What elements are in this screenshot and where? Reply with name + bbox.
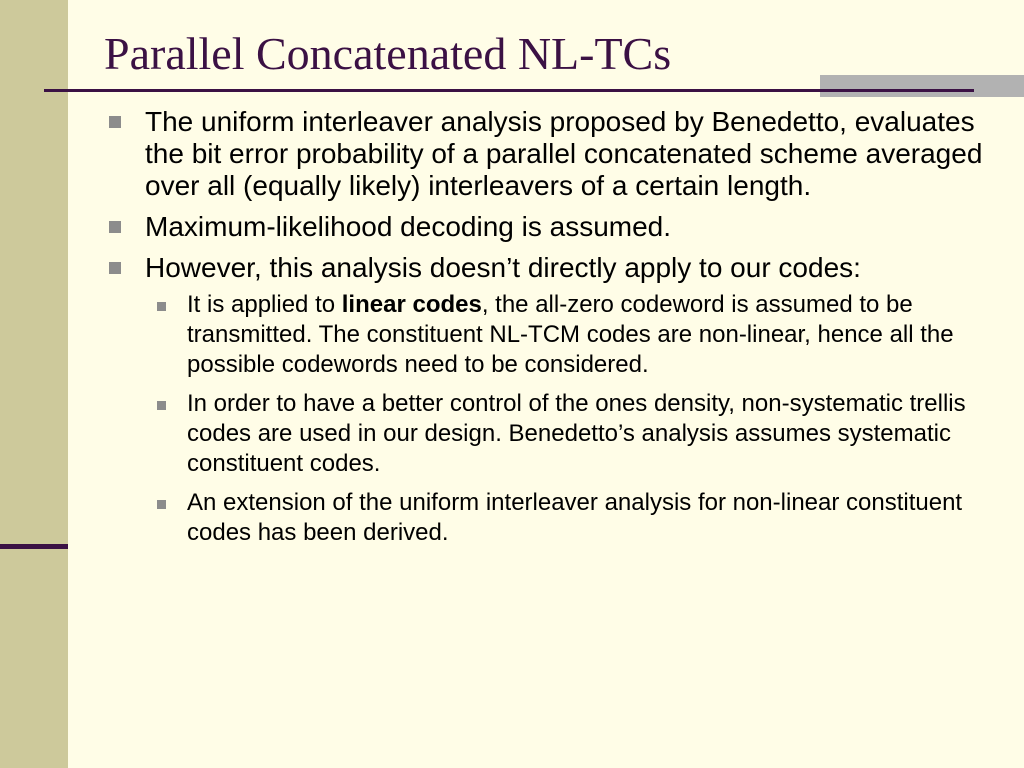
- bullet-text: The uniform interleaver analysis proposed by Benedetto, evaluates the bit error probability of a parallel concatenated scheme averaged over all (equally likely) interleavers of a certain length.: [145, 106, 983, 201]
- sub-bullet-text-start: It is applied to: [187, 291, 342, 318]
- bullet-text: Maximum-likelihood decoding is assumed.: [145, 211, 672, 242]
- slide-title: Parallel Concatenated NL-TCs: [104, 28, 672, 79]
- sub-bullet-bold-term: linear codes: [341, 291, 482, 318]
- square-bullet-icon: [157, 500, 166, 509]
- sub-bullet-text: In order to have a better control of the ones density, non-systematic trellis codes are used in our design. Benedetto’s analysis assumes systematic constituent codes.: [187, 390, 966, 477]
- square-bullet-icon: [109, 116, 121, 128]
- bullet-item: [104, 211, 984, 243]
- square-bullet-icon: [157, 302, 166, 311]
- sub-bullet-list: [145, 290, 984, 548]
- sub-bullet-text: An extension of the uniform interleaver analysis for non-linear constituent codes has been derived.: [187, 489, 963, 546]
- bullet-item: [104, 106, 984, 202]
- sub-bullet-item: [145, 488, 984, 548]
- bullet-text: However, this analysis doesn’t directly apply to our codes:: [145, 252, 861, 283]
- square-bullet-icon: [109, 262, 121, 274]
- square-bullet-icon: [157, 401, 166, 410]
- gray-decorative-block: [820, 75, 1024, 97]
- bullet-item: [104, 252, 984, 548]
- sub-bullet-text-end: , the all-zero codeword is assumed to be transmitted. The constituent NL-TCM codes are non-linear, hence all the possible codewords need to be considered.: [187, 291, 954, 378]
- bullet-list: [104, 106, 984, 548]
- left-decorative-band: [0, 0, 68, 768]
- sub-bullet-item: [145, 389, 984, 479]
- square-bullet-icon: [109, 221, 121, 233]
- title-underline: [44, 89, 974, 92]
- slide-body: [104, 106, 984, 557]
- left-accent-bar: [0, 544, 68, 549]
- sub-bullet-item: [145, 290, 984, 380]
